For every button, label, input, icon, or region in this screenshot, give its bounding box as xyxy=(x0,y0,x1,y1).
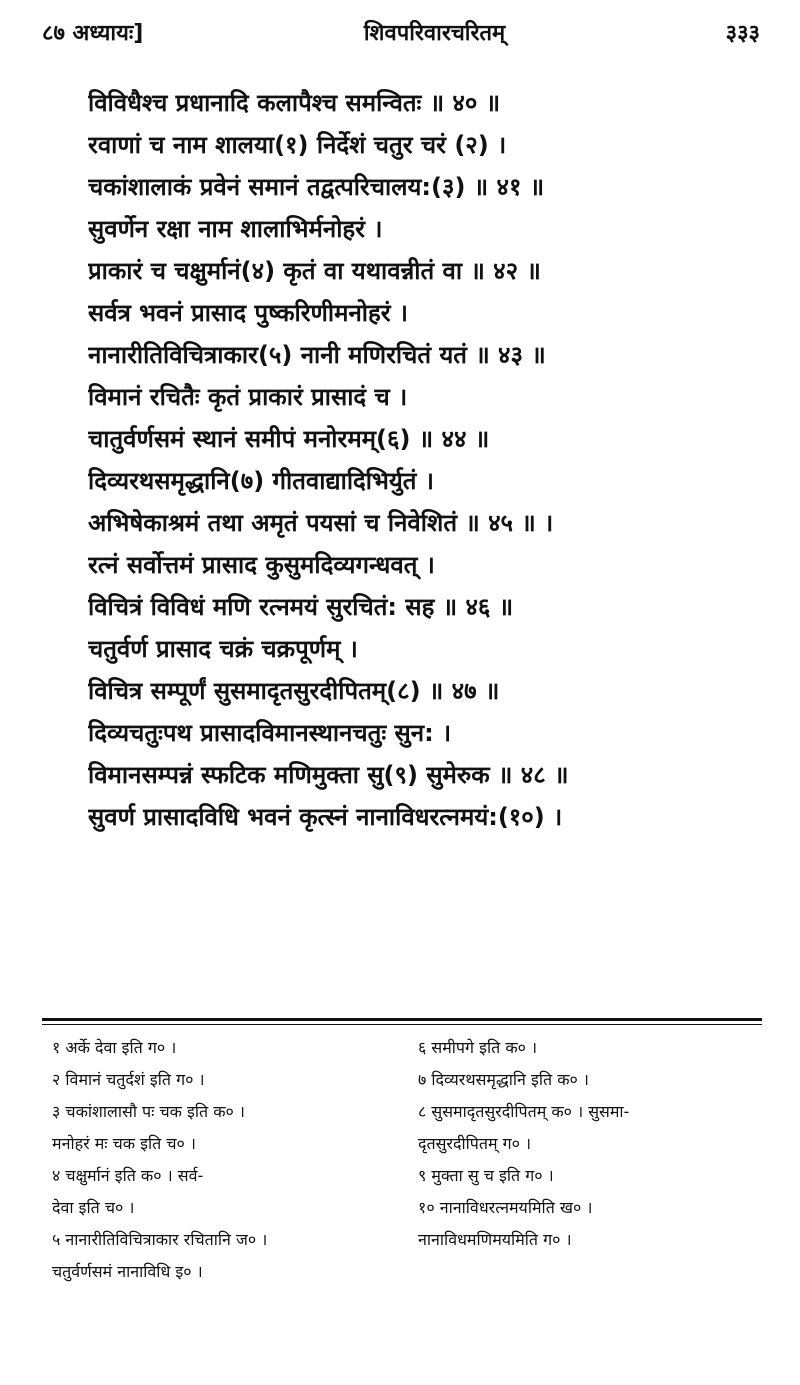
header-chapter: ८७ अध्यायः] xyxy=(42,21,144,46)
footnote-line: ६ समीपगे इति क० । xyxy=(418,1038,538,1057)
verse-block xyxy=(88,82,740,838)
verse-line: सुवर्णेन रक्षा नाम शालाभिर्मनोहरं । xyxy=(88,215,383,243)
verse-line: चकांशालाकं प्रवेनं समानं तद्वत्परिचालय:(३) ॥ ४१ ॥ xyxy=(88,173,545,201)
footnote-line: ५ नानारीतिविचित्राकार रचितानि ज० । xyxy=(52,1230,268,1249)
verse-line: रत्नं सर्वोत्तमं प्रासाद कुसुमदिव्यगन्धवत् । xyxy=(88,551,435,579)
page-header xyxy=(42,12,760,52)
verse-line: विचित्रं विविधं मणि रत्नमयं सुरचितं: सह ॥ ४६ ॥ xyxy=(88,593,514,621)
verse-line: सुवर्ण प्रासादविधि भवनं कृत्स्नं नानाविधरत्नमयं:(१०) । xyxy=(88,803,563,831)
footnote-line: ९ मुक्ता सु च इति ग० । xyxy=(418,1166,554,1185)
footnote-line: ७ दिव्यरथसमृद्धानि इति क० । xyxy=(418,1070,589,1089)
verse-line: अभिषेकाश्रमं तथा अमृतं पयसां च निवेशितं ॥ ४५ ॥ । xyxy=(88,509,554,537)
verse-line: विविधैश्च प्रधानादि कलापैश्च समन्वितः ॥ ४० ॥ xyxy=(88,89,501,117)
verse-line: दिव्यरथसमृद्धानि(७) गीतवाद्यादिभिर्युतं । xyxy=(88,467,434,495)
footnote-line: १० नानाविधरत्नमयमिति ख० । xyxy=(418,1198,593,1217)
footnote-divider xyxy=(42,1018,762,1025)
verse-line: दिव्यचतुःपथ प्रासादविमानस्थानचतुः सुन: । xyxy=(88,719,452,747)
footnote-line: चतुर्वर्णसमं नानाविधि इ० । xyxy=(52,1262,203,1281)
footnote-line: मनोहरं मः चक इति च० । xyxy=(52,1134,196,1153)
verse-line: प्राकारं च चक्षुर्मानं(४) कृतं वा यथावन्नीतं वा ॥ ४२ ॥ xyxy=(88,257,541,285)
footnote-line: ३ चकांशालासौ पः चक इति क० । xyxy=(52,1102,245,1121)
verse-line: नानारीतिविचित्राकार(५) नानी मणिरचितं यतं ॥ ४३ ॥ xyxy=(88,341,546,369)
footnotes xyxy=(52,1032,760,1288)
verse-line: चातुर्वर्णसमं स्थानं समीपं मनोरमम्(६) ॥ ४४ ॥ xyxy=(88,425,490,453)
footnotes-right-column xyxy=(418,1032,760,1288)
header-title: शिवपरिवारचरितम् xyxy=(363,21,506,46)
footnote-line: २ विमानं चतुर्दशं इति ग० । xyxy=(52,1070,205,1089)
footnote-line: १ अर्के देवा इति ग० । xyxy=(52,1038,177,1057)
header-page-number: ३३३ xyxy=(725,21,760,46)
footnote-line: नानाविधमणिमयमिति ग० । xyxy=(418,1230,572,1249)
verse-line: रवाणां च नाम शालया(१) निर्देशं चतुर चरं (२) । xyxy=(88,131,507,159)
footnote-line: ८ सुसमादृतसुरदीपितम् क० । सुसमा- xyxy=(418,1102,630,1121)
verse-line: विमानं रचितैः कृतं प्राकारं प्रासादं च । xyxy=(88,383,408,411)
footnote-line: ४ चक्षुर्मानं इति क० । सर्व- xyxy=(52,1166,204,1185)
footnotes-left-column xyxy=(52,1032,394,1288)
footnote-line: देवा इति च० । xyxy=(52,1198,135,1217)
verse-line: चतुर्वर्ण प्रासाद चक्रं चक्रपूर्णम् । xyxy=(88,635,358,663)
verse-line: सर्वत्र भवनं प्रासाद पुष्करिणीमनोहरं । xyxy=(88,299,409,327)
footnote-line: दृतसुरदीपितम् ग० । xyxy=(418,1134,532,1153)
verse-line: विचित्र सम्पूर्णं सुसमादृतसुरदीपितम्(८) ॥ ४७ ॥ xyxy=(88,677,500,705)
verse-line: विमानसम्पन्नं स्फटिक मणिमुक्ता सु(९) सुमेरुक ॥ ४८ ॥ xyxy=(88,761,569,789)
